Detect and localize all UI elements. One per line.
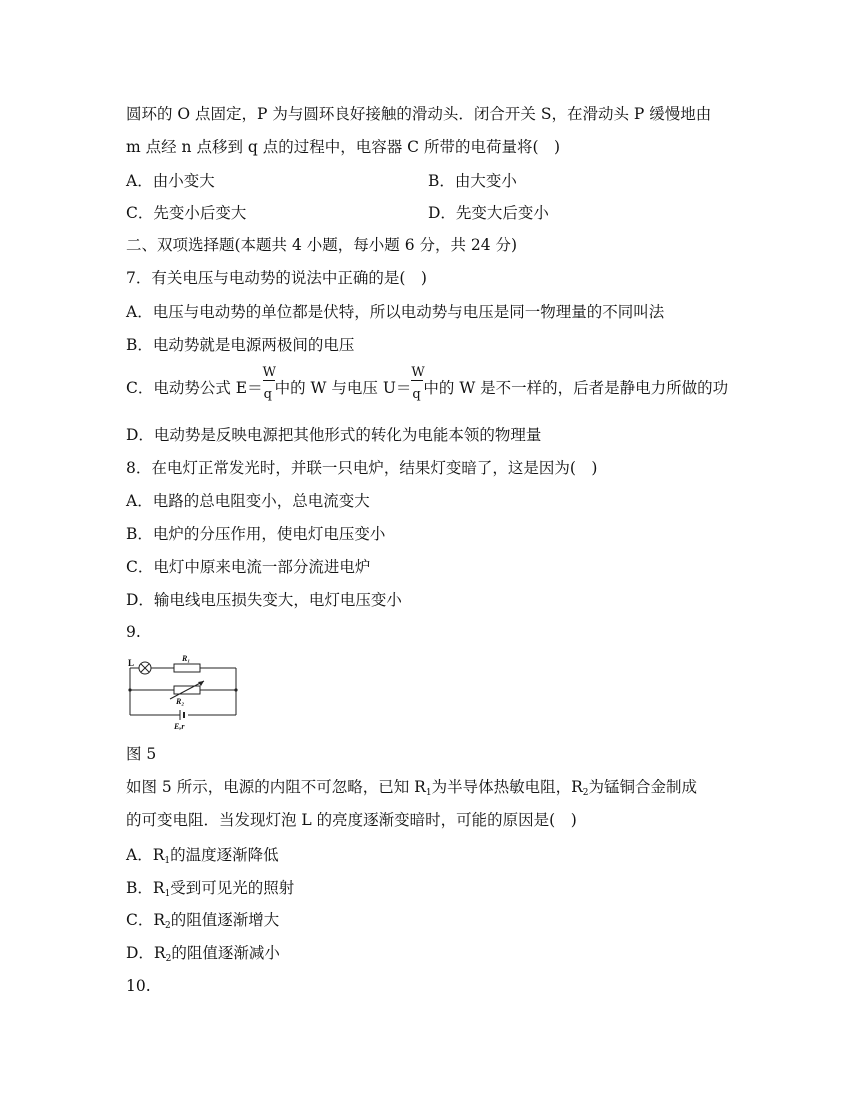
q9-text: 如图 5 所示，电源的内阻不可忽略，已知 R <box>126 778 426 796</box>
fraction-bar <box>263 380 275 381</box>
option-prefix: A．R <box>126 846 165 864</box>
q8-option-b: B．电炉的分压作用，使电灯电压变小 <box>126 525 386 543</box>
lamp-label: L <box>128 658 135 668</box>
source-label: E,r <box>174 722 185 731</box>
q6-option-a: A．由小变大 <box>126 172 215 190</box>
q6-option-c: C．先变小后变大 <box>126 204 247 222</box>
q7-option-b: B．电动势就是电源两极间的电压 <box>126 336 355 354</box>
numerator: W <box>262 365 276 380</box>
numerator: W <box>411 365 425 380</box>
fraction-bar <box>411 380 423 381</box>
text-line: m 点经 n 点移到 q 点的过程中，电容器 C 所带的电荷量将( ) <box>126 138 561 156</box>
q9-option-b <box>126 878 294 904</box>
q9-stem-line2: 的可变电阻．当发现灯泡 L 的亮度逐渐变暗时，可能的原因是( ) <box>126 811 577 829</box>
q8-option-a: A．电路的总电阻变小，总电流变大 <box>126 492 370 510</box>
option-text: 受到可见光的照射 <box>170 879 295 897</box>
denominator: q <box>263 387 272 402</box>
q9-option-a <box>126 845 279 871</box>
text-line: 圆环的 O 点固定，P 为与圆环良好接触的滑动头．闭合开关 S，在滑动头 P 缓慢地由 <box>126 105 712 123</box>
subscript: 2 <box>165 954 172 964</box>
denominator: q <box>412 387 421 402</box>
option-text: 的温度逐渐降低 <box>170 846 279 864</box>
q7-stem: 7．有关电压与电动势的说法中正确的是( ) <box>126 269 427 287</box>
option-text: 的阻值逐渐减小 <box>171 944 280 962</box>
q9-text: 为锰铜合金制成 <box>588 778 697 796</box>
q9-stem <box>126 777 697 803</box>
subscript: 2 <box>582 788 589 798</box>
q7-option-a: A．电压与电动势的单位都是伏特，所以电动势与电压是同一物理量的不同叫法 <box>126 303 665 321</box>
r2-label: R₂ <box>176 697 185 706</box>
q9-text: 为半导体热敏电阻，R <box>431 778 583 796</box>
r1-label: R₁ <box>182 654 191 663</box>
junction-dot <box>128 688 131 691</box>
subscript: 1 <box>164 889 171 899</box>
option-prefix: C．R <box>126 911 166 929</box>
q9-option-d <box>126 943 280 969</box>
q6-option-b: B．由大变小 <box>428 172 517 190</box>
fraction <box>262 365 276 402</box>
q8-stem: 8．在电灯正常发光时，并联一只电炉，结果灯变暗了，这是因为( ) <box>126 459 598 477</box>
figure-caption: 图 5 <box>126 745 157 763</box>
q7-option-c <box>126 365 729 402</box>
section-heading: 二、双项选择题(本题共 4 小题，每小题 6 分，共 24 分) <box>126 236 518 254</box>
q10-number: 10. <box>126 977 151 995</box>
circuit-diagram <box>126 652 240 732</box>
fraction <box>411 365 425 402</box>
q7-c-text: 中的 W 与电压 U＝ <box>274 379 412 397</box>
subscript: 1 <box>425 788 432 798</box>
subscript: 1 <box>164 856 171 866</box>
q7-c-text: 中的 W 是不一样的，后者是静电力所做的功 <box>423 379 729 397</box>
q8-option-c: C．电灯中原来电流一部分流进电炉 <box>126 558 371 576</box>
q9-option-c <box>126 910 279 936</box>
q8-option-d: D．输电线电压损失变大，电灯电压变小 <box>126 591 402 609</box>
subscript: 2 <box>165 921 171 931</box>
option-prefix: B．R <box>126 879 165 897</box>
q7-option-d: D．电动势是反映电源把其他形式的转化为电能本领的物理量 <box>126 426 542 444</box>
option-text: 的阻值逐渐增大 <box>170 911 280 929</box>
resistor-r1 <box>174 664 200 672</box>
option-prefix: D．R <box>126 944 166 962</box>
junction-dot <box>234 688 237 691</box>
q7-c-text: C．电动势公式 E＝ <box>126 379 263 397</box>
q6-option-d: D．先变大后变小 <box>428 204 549 222</box>
q9-number: 9. <box>126 623 141 641</box>
